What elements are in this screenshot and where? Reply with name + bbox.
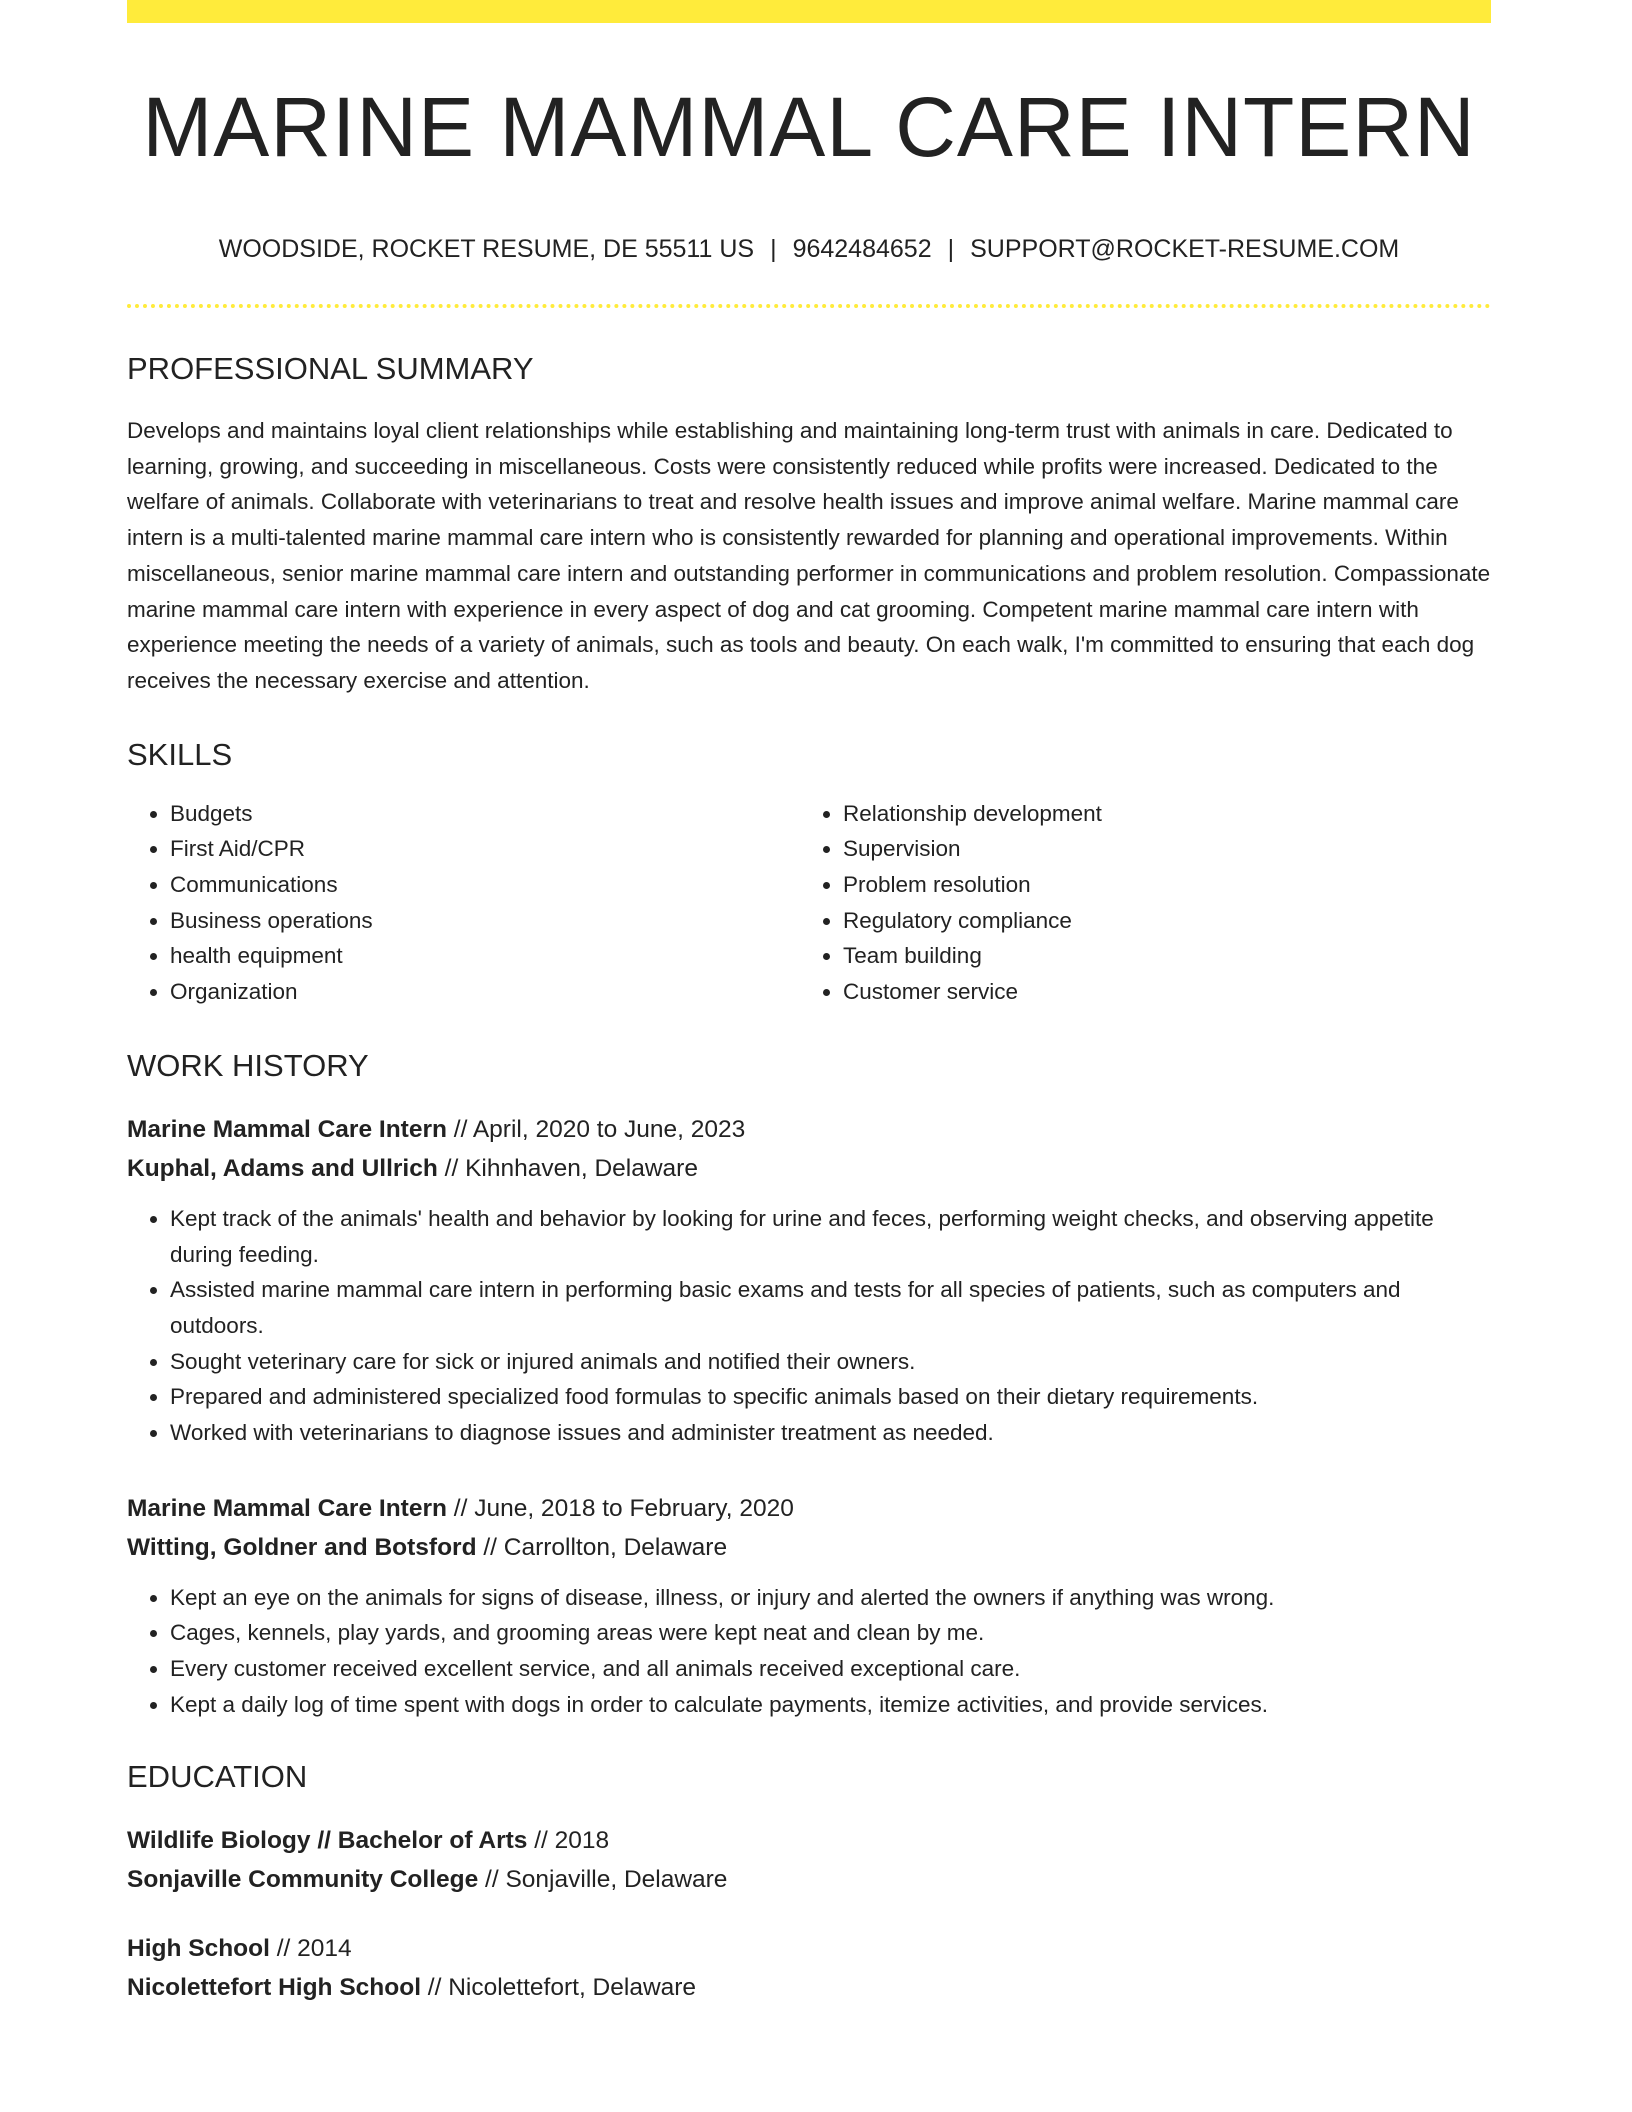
job-dates: // April, 2020 to June, 2023 xyxy=(446,1115,746,1143)
job-company: Witting, Goldner and Botsford xyxy=(127,1533,477,1561)
education-school-line xyxy=(127,1968,1491,2007)
job-title-line xyxy=(127,1489,1491,1528)
dotted-divider xyxy=(127,304,1491,308)
education-degree-line xyxy=(127,1929,1491,1968)
skill-item: • health equipment xyxy=(170,938,800,974)
contact-email[interactable]: SUPPORT@ROCKET-RESUME.COM xyxy=(970,235,1400,263)
skills-list xyxy=(127,796,1491,1010)
job-location: // Carrollton, Delaware xyxy=(476,1533,728,1561)
summary-heading: PROFESSIONAL SUMMARY xyxy=(127,351,534,386)
skill-item: • Relationship development xyxy=(843,796,1473,832)
education-location: // Nicolettefort, Delaware xyxy=(421,1973,697,2001)
job-title-line xyxy=(127,1110,1491,1149)
resume-name: MARINE MAMMAL CARE INTERN xyxy=(142,80,1476,174)
job-role: Marine Mammal Care Intern xyxy=(127,1494,447,1522)
education-year: // 2018 xyxy=(527,1826,610,1854)
job-dates: // June, 2018 to February, 2020 xyxy=(446,1494,794,1522)
contact-phone: 9642484652 xyxy=(792,235,932,263)
contact-separator: | xyxy=(770,235,777,263)
skill-item: • Customer service xyxy=(843,974,1473,1010)
education-year: // 2014 xyxy=(269,1934,352,1962)
education-location: // Sonjaville, Delaware xyxy=(478,1865,728,1893)
job-bullet: • Cages, kennels, play yards, and grooming areas were kept neat and clean by me. xyxy=(170,1615,1491,1651)
education-entry xyxy=(127,1929,1491,2007)
contact-separator: | xyxy=(947,235,955,263)
job-role: Marine Mammal Care Intern xyxy=(127,1115,447,1143)
job-bullet: • Every customer received excellent service, and all animals received exceptional care. xyxy=(170,1651,1491,1687)
job-bullet: • Kept track of the animals' health and behavior by looking for urine and feces, performing weight checks, and observing appetite during feeding. xyxy=(170,1201,1491,1272)
job-bullets xyxy=(127,1580,1491,1723)
job-bullet: • Sought veterinary care for sick or injured animals and notified their owners. xyxy=(170,1344,1491,1380)
job-entry xyxy=(127,1489,1491,1723)
education-school: Nicolettefort High School xyxy=(127,1973,421,2001)
job-company-line xyxy=(127,1528,1491,1567)
education-entry xyxy=(127,1821,1491,1899)
skill-item: • Supervision xyxy=(843,831,1473,867)
resume-page xyxy=(127,0,1491,2007)
job-entry xyxy=(127,1110,1491,1451)
education-degree-line xyxy=(127,1821,1491,1860)
skill-item: • Organization xyxy=(170,974,800,1010)
skill-item: • Budgets xyxy=(170,796,800,832)
job-bullet: • Kept a daily log of time spent with dogs in order to calculate payments, itemize activities, and provide services. xyxy=(170,1687,1491,1723)
job-bullet: • Worked with veterinarians to diagnose issues and administer treatment as needed. xyxy=(170,1415,1491,1451)
summary-text: Develops and maintains loyal client relationships while establishing and maintaining long-term trust with animals in care. Dedicated to learning, growing, and succeeding in miscellaneous. Costs were consistently reduced while profits were increased. Dedicated to the welfare of animals. Collaborate with veterinarians to treat and resolve health issues and improve animal welfare. Marine mammal care intern is a multi-talented marine mammal care intern who is consistently rewarded for planning and operational improvements. Within miscellaneous, senior marine mammal care intern and outstanding performer in communications and problem resolution. Compassionate marine mammal care intern with experience in every aspect of dog and cat grooming. Competent marine mammal care intern with experience meeting the needs of a variety of animals, such as tools and beauty. On each walk, I'm committed to ensuring that each dog receives the necessary exercise and attention. xyxy=(127,418,1491,693)
education-degree: High School xyxy=(127,1934,270,1962)
skill-item: • Regulatory compliance xyxy=(843,903,1473,939)
skill-item: • Communications xyxy=(170,867,800,903)
skill-item: • Business operations xyxy=(170,903,800,939)
education-school-line xyxy=(127,1860,1491,1899)
education-heading: EDUCATION xyxy=(127,1758,308,1794)
job-company: Kuphal, Adams and Ullrich xyxy=(127,1154,438,1182)
skill-item: • First Aid/CPR xyxy=(170,831,800,867)
job-company-line xyxy=(127,1149,1491,1188)
accent-top-bar xyxy=(127,0,1491,23)
job-bullet: • Kept an eye on the animals for signs of disease, illness, or injury and alerted the owners if anything was wrong. xyxy=(170,1580,1491,1616)
job-bullet: • Prepared and administered specialized food formulas to specific animals based on their dietary requirements. xyxy=(170,1379,1491,1415)
skills-column-right xyxy=(800,796,1473,1010)
job-bullet: • Assisted marine mammal care intern in performing basic exams and tests for all species of patients, such as computers and outdoors. xyxy=(170,1272,1491,1343)
work-history-heading: WORK HISTORY xyxy=(127,1047,369,1083)
skills-heading: SKILLS xyxy=(127,736,233,772)
job-location: // Kihnhaven, Delaware xyxy=(437,1154,698,1182)
education-degree: Wildlife Biology // Bachelor of Arts xyxy=(127,1826,528,1854)
skill-item: • Problem resolution xyxy=(843,867,1473,903)
skills-column-left xyxy=(127,796,800,1010)
job-bullets xyxy=(127,1201,1491,1451)
education-school: Sonjaville Community College xyxy=(127,1865,479,1893)
contact-address: WOODSIDE, ROCKET RESUME, DE 55511 US xyxy=(218,235,755,263)
contact-line xyxy=(127,237,1491,262)
skill-item: • Team building xyxy=(843,938,1473,974)
